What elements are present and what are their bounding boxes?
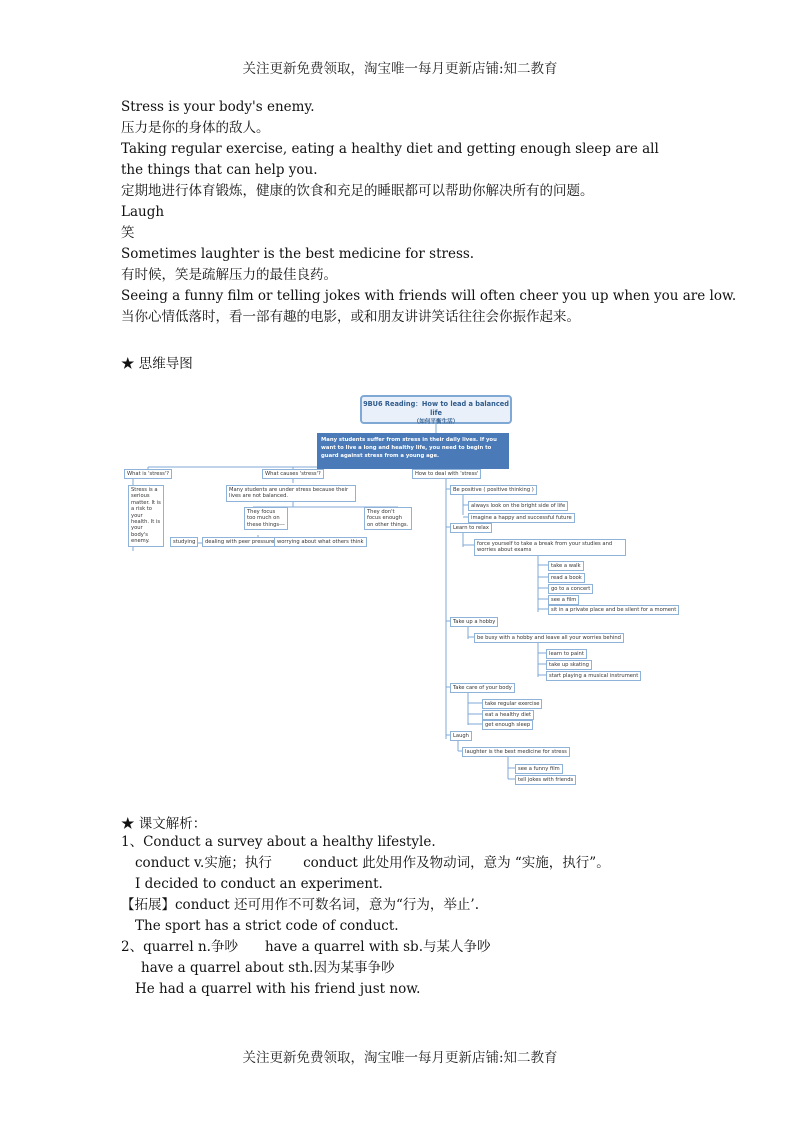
mindmap-node-medicine: laughter is the best medicine for stress — [462, 747, 570, 757]
analysis-line: conduct v.实施；执行 conduct 此处用作及物动词，意为 “实施，执行”。 — [135, 855, 610, 871]
text-line: Laugh — [121, 204, 165, 220]
mindmap-node-imagine: imagine a happy and successful future — [468, 513, 575, 523]
mindmap-node-sit: sit in a private place and be silent for a moment — [548, 605, 679, 615]
analysis-line: 1、Conduct a survey about a healthy lifestyle. — [121, 834, 436, 850]
page-header: 关注更新免费领取，淘宝唯一每月更新店铺:知二教育 — [242, 61, 558, 77]
mindmap-node-causes: What causes 'stress'? — [262, 469, 324, 479]
mindmap-node-what-desc: Stress is a serious matter. It is a risk to your health. It is your body's enemy. — [128, 485, 164, 547]
root-subtitle: （如何平衡生活） — [413, 419, 459, 425]
mindmap-node-studying: studying — [170, 537, 198, 547]
analysis-heading: ★ 课文解析： — [121, 816, 207, 832]
mindmap-node-funny: see a funny film — [515, 764, 563, 774]
mindmap-node-hobby: Take up a hobby — [450, 617, 498, 627]
analysis-line: The sport has a strict code of conduct. — [135, 918, 399, 934]
mindmap-node-busy: be busy with a hobby and leave all your worries behind — [474, 633, 624, 643]
text-line: 有时候，笑是疏解压力的最佳良药。 — [121, 267, 337, 283]
mindmap-node-break: force yourself to take a break from your studies and worries about exams — [474, 539, 626, 556]
mindmap-node-sleep: get enough sleep — [482, 720, 533, 730]
analysis-line: have a quarrel about sth.因为某事争吵 — [141, 960, 395, 976]
mindmap-node-jokes: tell jokes with friends — [515, 775, 576, 785]
mindmap-node-film: see a film — [548, 595, 579, 605]
text-line: Seeing a funny film or telling jokes with friends will often cheer you up when you are low. — [121, 288, 737, 304]
text-line: 笑 — [121, 225, 135, 241]
mindmap-node-relax: Learn to relax — [450, 523, 492, 533]
mindmap-node-walk: take a walk — [548, 561, 584, 571]
mindmap-node-concert: go to a concert — [548, 584, 593, 594]
mindmap-node-positive: Be positive ( positive thinking ) — [450, 485, 537, 495]
analysis-line: He had a quarrel with his friend just now. — [135, 981, 421, 997]
text-line: 当你心情低落时，看一部有趣的电影，或和朋友讲讲笑话往往会你振作起来。 — [121, 309, 580, 325]
mindmap-node-focus-other: They don't focus enough on other things. — [364, 507, 412, 530]
mindmap-node-focus-much: They focus too much on these things--- — [244, 507, 288, 530]
mindmap-hub-node: Many students suffer from stress in their daily lives. If you want to live a long and healthy life, you need to begin to guard against stress from a young age. — [317, 433, 509, 469]
reading-text — [121, 97, 737, 328]
mindmap-node-skating: take up skating — [546, 660, 592, 670]
text-line: Taking regular exercise, eating a healthy diet and getting enough sleep are all the things that can help you. — [121, 141, 659, 178]
mindmap-node-worry: worrying about what others think — [274, 537, 367, 547]
mindmap-node-exercise: take regular exercise — [482, 699, 542, 709]
analysis-line: I decided to conduct an experiment. — [135, 876, 383, 892]
analysis-line: 2、quarrel n.争吵 have a quarrel with sb.与某人争吵 — [121, 939, 491, 955]
mindmap-node-paint: learn to paint — [546, 649, 587, 659]
text-line: 定期地进行体育锻炼，健康的饮食和充足的睡眠都可以帮助你解决所有的问题。 — [121, 183, 594, 199]
mindmap-root-node — [360, 395, 512, 424]
mindmap-node-bright: always look on the bright side of life — [468, 501, 568, 511]
page-footer: 关注更新免费领取，淘宝唯一每月更新店铺:知二教育 — [242, 1050, 558, 1066]
mindmap-node-what: What is 'stress'? — [124, 469, 172, 479]
analysis-text — [121, 832, 681, 1000]
mindmap-node-diet: eat a healthy diet — [482, 710, 534, 720]
text-line: Stress is your body's enemy. — [121, 99, 315, 115]
text-line: 压力是你的身体的敌人。 — [121, 120, 270, 136]
text-line: Sometimes laughter is the best medicine for stress. — [121, 246, 475, 262]
mindmap-node-laugh: Laugh — [450, 731, 472, 741]
mindmap-node-causes-desc: Many students are under stress because their lives are not balanced. — [226, 485, 356, 502]
mindmap-node-instrument: start playing a musical instrument — [546, 671, 641, 681]
mind-map — [118, 387, 688, 787]
mindmap-heading: ★ 思维导图 — [121, 356, 193, 372]
mindmap-node-peer: dealing with peer pressure — [202, 537, 277, 547]
root-title: 9BU6 Reading：How to lead a balanced life — [363, 400, 509, 417]
mindmap-node-deal: How to deal with 'stress' — [412, 469, 481, 479]
mindmap-node-body: Take care of your body — [450, 683, 515, 693]
mindmap-node-book: read a book — [548, 573, 585, 583]
analysis-line: 【拓展】conduct 还可用作不可数名词，意为“行为，举止’. — [121, 897, 479, 913]
